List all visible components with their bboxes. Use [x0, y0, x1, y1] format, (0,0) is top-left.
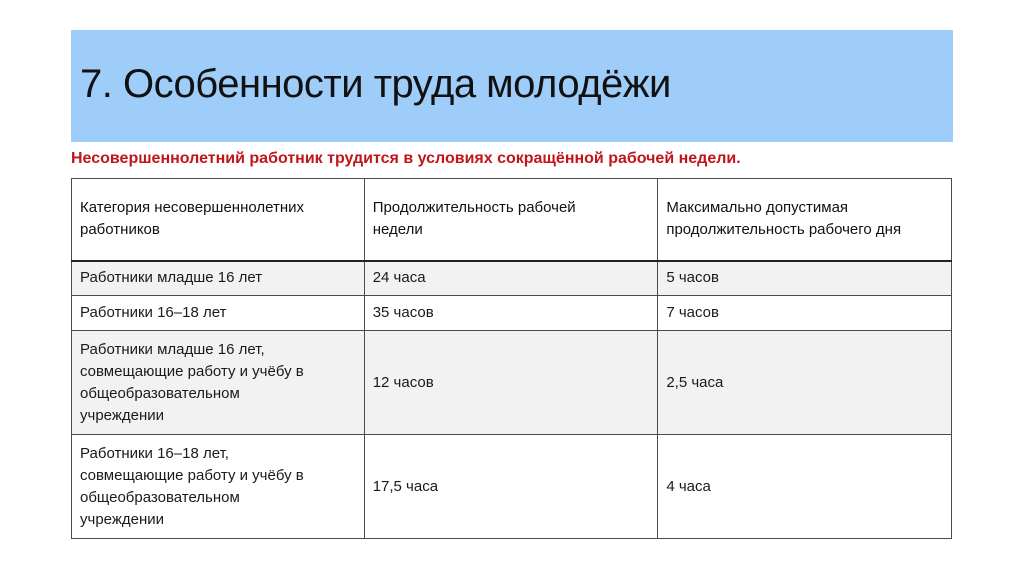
- table-cell: 35 часов: [364, 296, 658, 331]
- slide-title: 7. Особенности труда молодёжи: [80, 62, 671, 106]
- table-cell: 4 часа: [658, 435, 952, 539]
- table-cell: 12 часов: [364, 331, 658, 435]
- table-row: [72, 296, 952, 331]
- table-cell: Работники 16–18 лет, совмещающие работу и учёбу в общеобразовательном учреждении: [72, 435, 365, 539]
- table-header-row: [72, 179, 952, 261]
- table-row: [72, 331, 952, 435]
- table-cell: 24 часа: [364, 261, 658, 296]
- table-cell: 5 часов: [658, 261, 952, 296]
- table-cell: Работники 16–18 лет: [72, 296, 365, 331]
- table-cell: Работники младше 16 лет: [72, 261, 365, 296]
- table-row: [72, 261, 952, 296]
- table-row: [72, 435, 952, 539]
- table-cell: 7 часов: [658, 296, 952, 331]
- header-max-day-duration: Максимально допустимая продолжительность рабочего дня: [658, 179, 952, 261]
- work-hours-table: [71, 178, 952, 539]
- header-category: Категория несовершеннолетних работников: [72, 179, 365, 261]
- title-bar: [71, 30, 953, 142]
- table-cell: 2,5 часа: [658, 331, 952, 435]
- table-cell: 17,5 часа: [364, 435, 658, 539]
- header-week-duration: Продолжительность рабочей недели: [364, 179, 658, 261]
- slide-subtitle: Несовершеннолетний работник трудится в условиях сокращённой рабочей недели.: [71, 150, 741, 167]
- table-cell: Работники младше 16 лет, совмещающие работу и учёбу в общеобразовательном учреждении: [72, 331, 365, 435]
